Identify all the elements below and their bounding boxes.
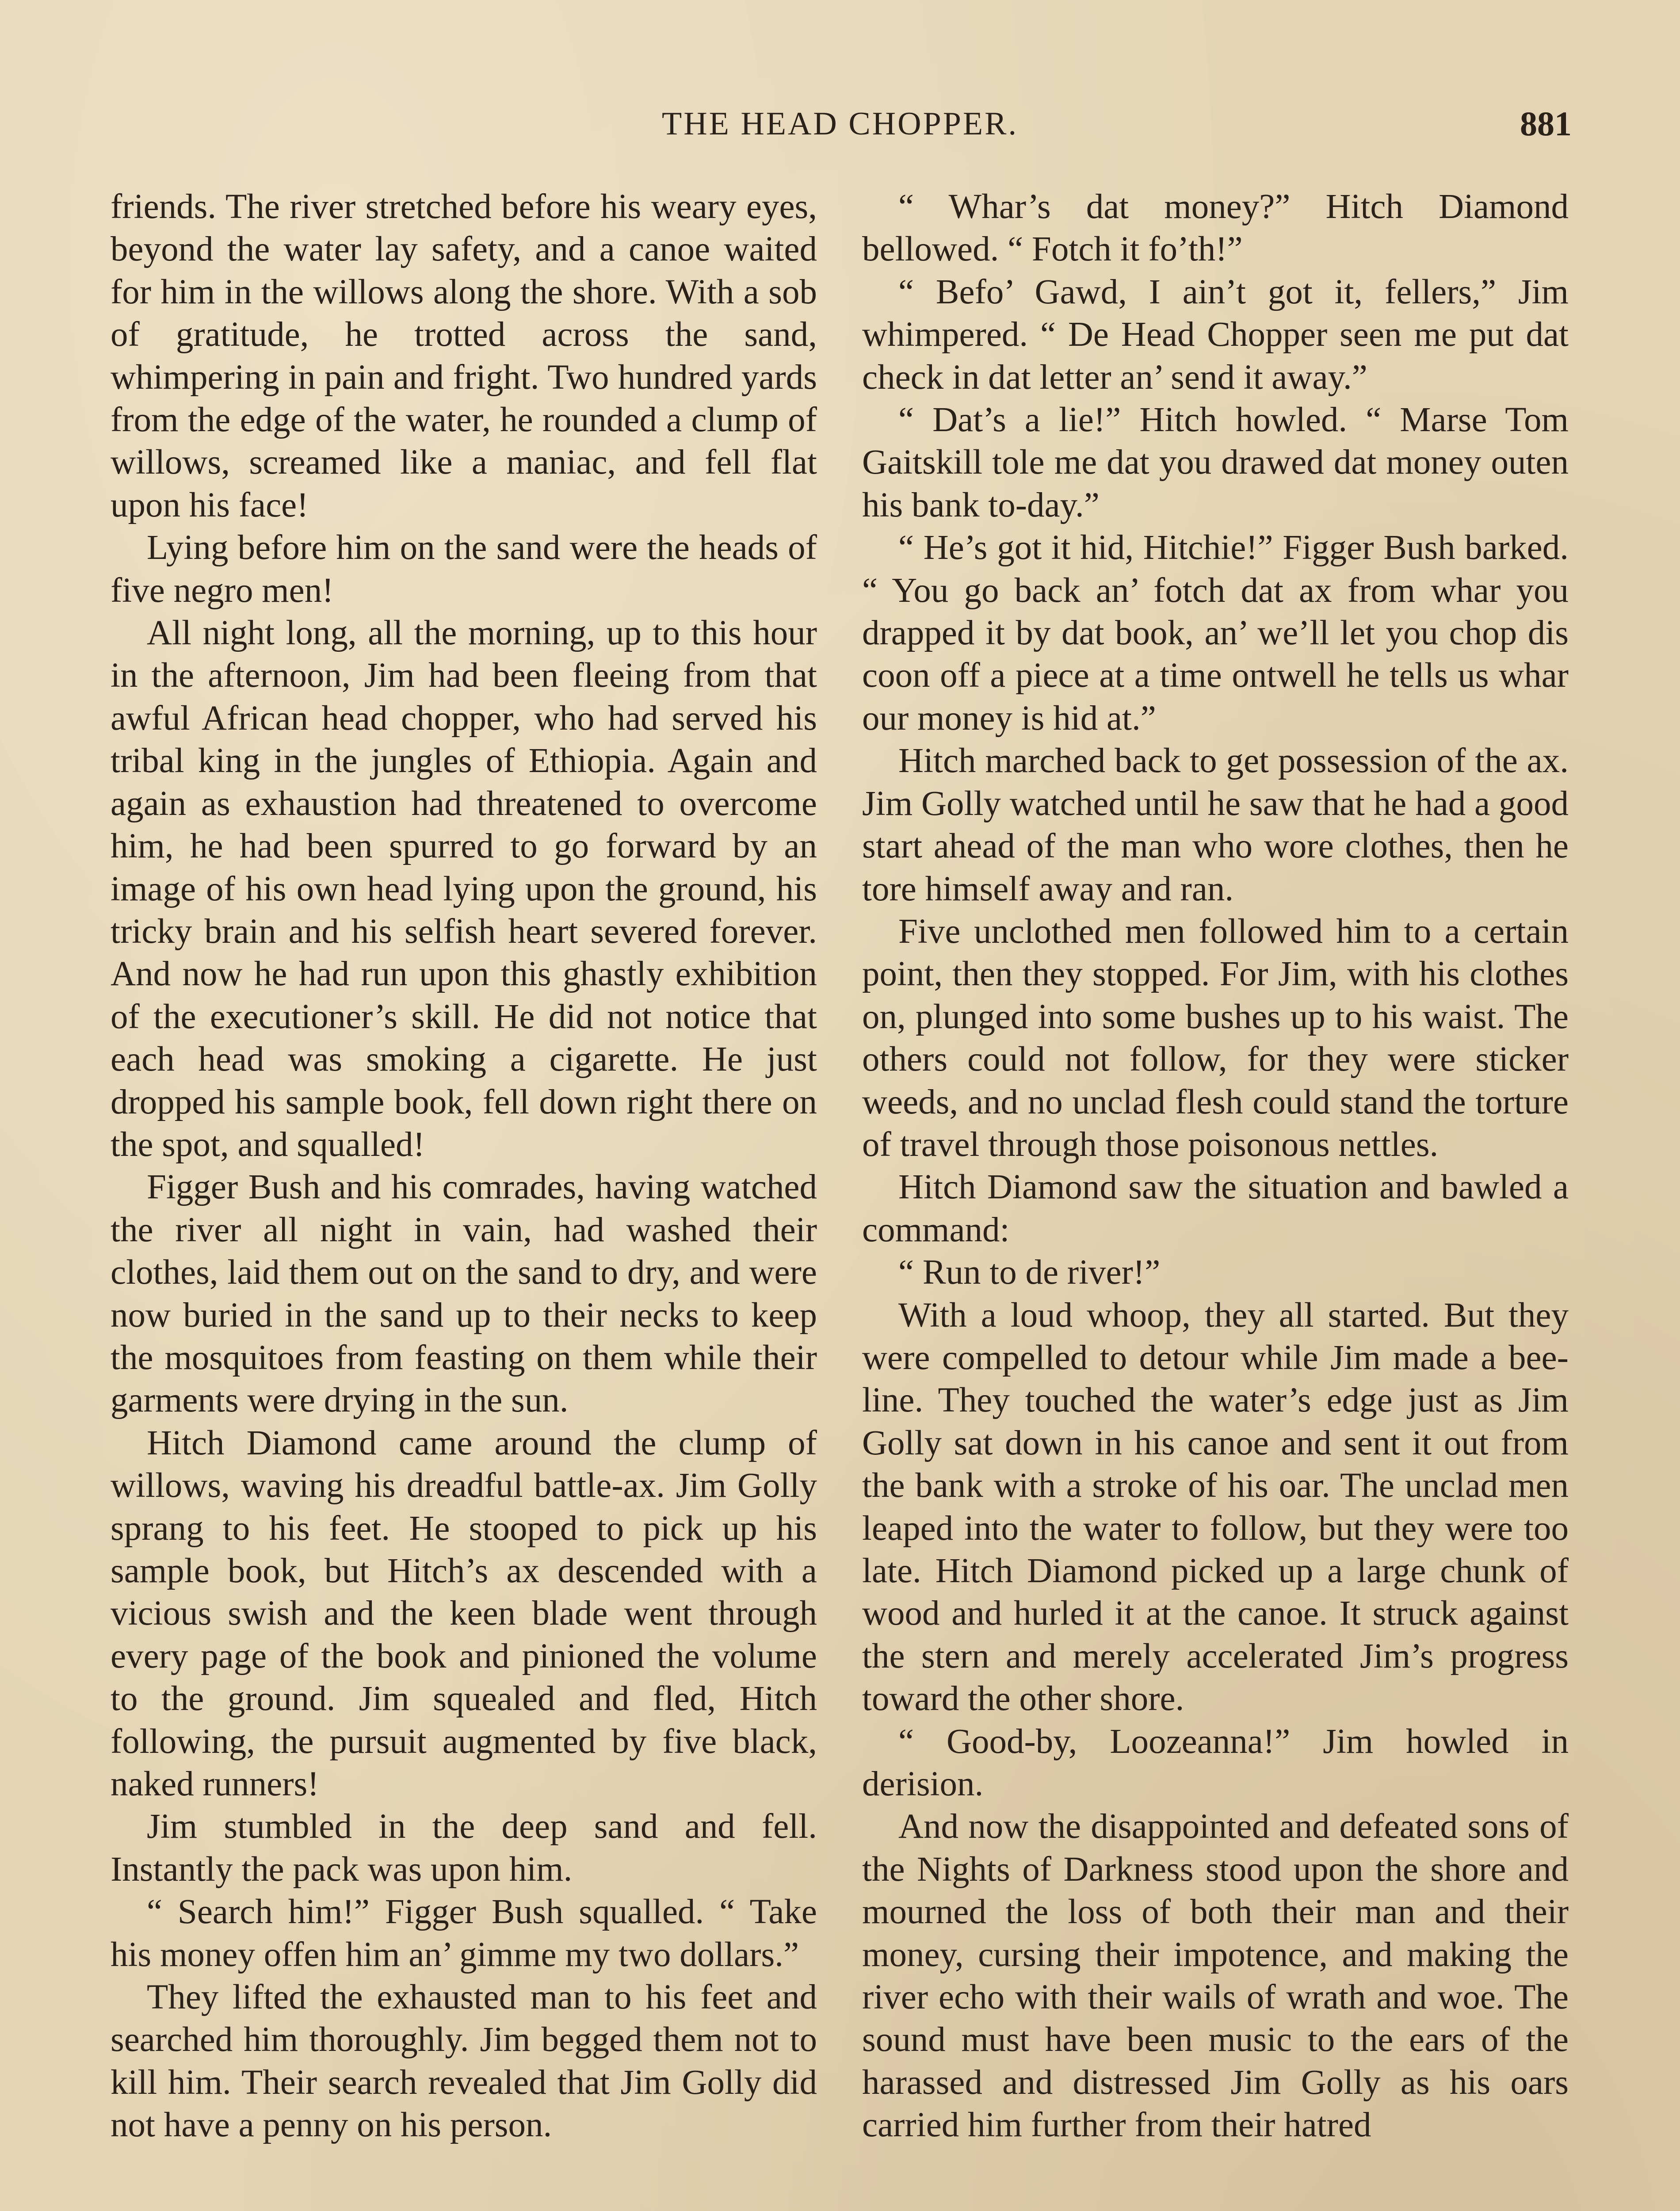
- paragraph: “ Good-by, Loozeanna!” Jim howled in derision.: [862, 1722, 1569, 1804]
- paragraph: “ Search him!” Figger Bush squalled. “ Take his money offen him an’ gimme my two dollars.”: [111, 1893, 817, 1974]
- paragraph: friends. The river stretched before his weary eyes, beyond the water lay safety, and a canoe waited for him in the willows along the shore. With a sob of gratitude, he trotted across the sand, whimpering in pain and fright. Two hundred yards from the edge of the water, he rounded a clump of willows, screamed like a maniac, and fell flat upon his face!: [111, 187, 817, 524]
- paragraph: “ He’s got it hid, Hitchie!” Figger Bush barked. “ You go back an’ fotch dat ax from whar you drapped it by dat book, an’ we’ll let you chop dis coon off a piece at a time ontwell he tells us whar our money is hid at.”: [862, 528, 1569, 738]
- paragraph: Hitch Diamond saw the situation and bawled a command:: [862, 1168, 1569, 1249]
- paragraph: And now the disappointed and defeated sons of the Nights of Darkness stood upon the shore and mourned the loss of both their man and their money, cursing their impotence, and making the river echo with their wails of wrath and woe. The sound must have been music to the ears of the harassed and distressed Jim Golly as his oars carried him further from their hatred: [862, 1807, 1569, 2145]
- paragraph: With a loud whoop, they all started. But they were compelled to detour while Jim made a bee-line. They touched the water’s edge just as Jim Golly sat down in his canoe and sent it out from the bank with a stroke of his oar. The unclad men leaped into the water to follow, but they were too late. Hitch Diamond picked up a large chunk of wood and hurled it at the canoe. It struck against the stern and merely accelerated Jim’s progress toward the other shore.: [862, 1296, 1569, 1718]
- paragraph: They lifted the exhausted man to his feet and searched him thoroughly. Jim begged them not to kill him. Their search revealed that Jim Golly did not have a penny on his person.: [111, 1978, 817, 2145]
- paragraph: Five unclothed men followed him to a certain point, then they stopped. For Jim, with his clothes on, plunged into some bushes up to his waist. The others could not follow, for they were sticker weeds, and no unclad flesh could stand the torture of travel through those poisonous nettles.: [862, 912, 1569, 1164]
- paragraph: “ Dat’s a lie!” Hitch howled. “ Marse Tom Gaitskill tole me dat you drawed dat money outen his bank to-day.”: [862, 401, 1569, 524]
- paragraph: Hitch marched back to get possession of the ax. Jim Golly watched until he saw that he had a good start ahead of the man who wore clothes, then he tore himself away and ran.: [862, 742, 1569, 908]
- paragraph: Figger Bush and his comrades, having watched the river all night in vain, had washed their clothes, laid them out on the sand to dry, and were now buried in the sand up to their necks to keep the mosquitoes from feasting on them while their garments were drying in the sun.: [111, 1168, 817, 1420]
- running-header: [0, 99, 1680, 148]
- paragraph: “ Whar’s dat money?” Hitch Diamond bellowed. “ Fotch it fo’th!”: [862, 187, 1569, 269]
- paragraph: Hitch Diamond came around the clump of willows, waving his dreadful battle-ax. Jim Golly sprang to his feet. He stooped to pick up his sample book, but Hitch’s ax descended with a vicious swish and the keen blade went through every page of the book and pinioned the volume to the ground. Jim squealed and fled, Hitch following, the pursuit augmented by five black, naked runners!: [111, 1423, 817, 1804]
- paragraph: Jim stumbled in the deep sand and fell. Instantly the pack was upon him.: [111, 1807, 817, 1889]
- paragraph: All night long, all the morning, up to this hour in the afternoon, Jim had been fleeing from that awful African head chopper, who had served his tribal king in the jungles of Ethiopia. Again and again as exhaustion had threatened to overcome him, he had been spurred to go forward by an image of his own head lying upon the ground, his tricky brain and his selfish heart severed forever. And now he had run upon this ghastly exhibition of the executioner’s skill. He did not notice that each head was smoking a cigarette. He just dropped his sample book, fell down right there on the spot, and squalled!: [111, 614, 817, 1164]
- paragraph: “ Run to de river!”: [898, 1253, 1161, 1292]
- paragraph: “ Befo’ Gawd, I ain’t got it, fellers,” Jim whimpered. “ De Head Chopper seen me put dat check in dat letter an’ send it away.”: [862, 272, 1569, 397]
- left-column: [111, 186, 817, 2147]
- page-number: 881: [1520, 104, 1572, 143]
- paragraph: Lying before him on the sand were the heads of five negro men!: [111, 528, 817, 610]
- right-column: [862, 186, 1569, 2147]
- running-title: THE HEAD CHOPPER.: [662, 106, 1018, 142]
